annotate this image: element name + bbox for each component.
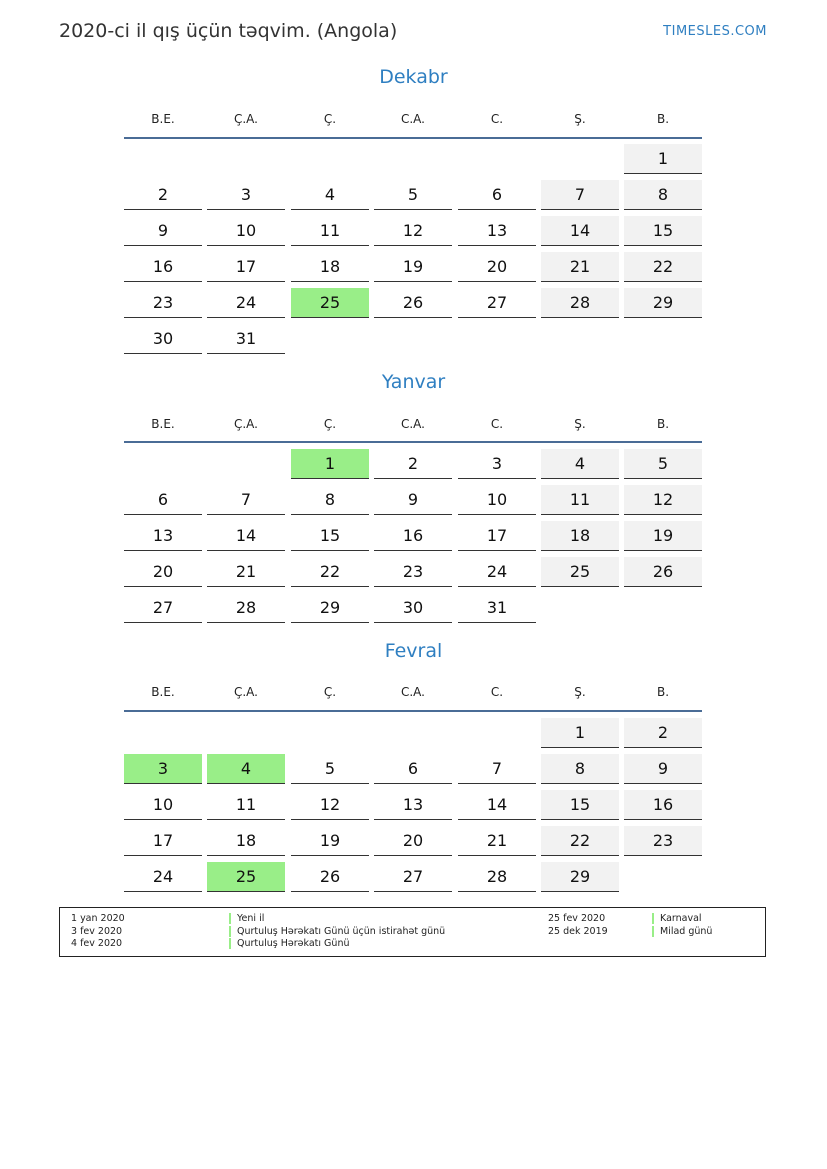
day-cell: 1: [624, 144, 702, 174]
day-cell: 19: [624, 521, 702, 551]
weekday-header: Ç.A.: [233, 685, 258, 699]
weekday-header: B.: [656, 417, 670, 431]
day-cell: 11: [541, 485, 619, 515]
day-cell: 24: [124, 862, 202, 892]
day-cell: 29: [291, 593, 369, 623]
day-cell: 22: [624, 252, 702, 282]
day-cell: 16: [624, 790, 702, 820]
weekday-header: B.E.: [151, 417, 175, 431]
day-cell: 18: [541, 521, 619, 551]
day-cell: 14: [541, 216, 619, 246]
day-cell: 25: [291, 288, 369, 318]
day-cell: 23: [624, 826, 702, 856]
day-cell: 22: [291, 557, 369, 587]
legend-date: 3 fev 2020: [71, 926, 123, 937]
legend-date: 1 yan 2020: [71, 913, 125, 924]
day-cell: 24: [207, 288, 285, 318]
day-cell: 13: [374, 790, 452, 820]
day-cell: 20: [458, 252, 536, 282]
holiday-legend: [59, 907, 766, 957]
day-cell: 26: [374, 288, 452, 318]
weekday-header: Ç.: [323, 685, 337, 699]
day-cell: 2: [124, 180, 202, 210]
legend-date: 25 fev 2020: [548, 913, 606, 924]
day-cell: 25: [207, 862, 285, 892]
day-cell: 2: [624, 718, 702, 748]
header-divider: [124, 710, 702, 712]
legend-date: 4 fev 2020: [71, 938, 123, 949]
day-cell: 21: [541, 252, 619, 282]
day-cell: 23: [374, 557, 452, 587]
day-cell: 8: [624, 180, 702, 210]
day-cell: 6: [458, 180, 536, 210]
month-title: Yanvar: [381, 371, 446, 393]
weekday-header: Ç.A.: [233, 112, 258, 126]
day-cell: 28: [541, 288, 619, 318]
day-cell: 13: [458, 216, 536, 246]
day-cell: 27: [458, 288, 536, 318]
day-cell: 17: [458, 521, 536, 551]
day-cell: 3: [207, 180, 285, 210]
day-cell: 13: [124, 521, 202, 551]
weekday-header: Ç.: [323, 112, 337, 126]
day-cell: 3: [458, 449, 536, 479]
day-cell: 11: [207, 790, 285, 820]
legend-name: Qurtuluş Hərəkatı Günü: [229, 938, 349, 949]
weekday-header: C.: [490, 112, 504, 126]
day-cell: 15: [291, 521, 369, 551]
day-cell: 24: [458, 557, 536, 587]
day-cell: 31: [207, 324, 285, 354]
weekday-header: B.E.: [151, 685, 175, 699]
weekday-header: Ş.: [574, 685, 586, 699]
day-cell: 28: [207, 593, 285, 623]
legend-name: Karnaval: [652, 913, 702, 924]
weekday-header: C.: [490, 685, 504, 699]
day-cell: 19: [291, 826, 369, 856]
legend-name: Milad günü: [652, 926, 712, 937]
weekday-header: C.: [490, 417, 504, 431]
header-divider: [124, 441, 702, 443]
legend-name: Yeni il: [229, 913, 264, 924]
weekday-header: B.E.: [151, 112, 175, 126]
brand-link[interactable]: TIMESLES.COM: [663, 24, 767, 39]
day-cell: 15: [541, 790, 619, 820]
legend-name: Qurtuluş Hərəkatı Günü üçün istirahət günü: [229, 926, 445, 937]
day-cell: 12: [374, 216, 452, 246]
day-cell: 5: [374, 180, 452, 210]
legend-date: 25 dek 2019: [548, 926, 608, 937]
day-cell: 25: [541, 557, 619, 587]
day-cell: 20: [124, 557, 202, 587]
day-cell: 30: [124, 324, 202, 354]
day-cell: 27: [124, 593, 202, 623]
day-cell: 4: [541, 449, 619, 479]
day-cell: 4: [207, 754, 285, 784]
day-cell: 26: [624, 557, 702, 587]
day-cell: 8: [541, 754, 619, 784]
day-cell: 22: [541, 826, 619, 856]
weekday-header: B.: [656, 112, 670, 126]
month-title: Fevral: [384, 640, 443, 662]
day-cell: 19: [374, 252, 452, 282]
weekday-header: B.: [656, 685, 670, 699]
day-cell: 10: [207, 216, 285, 246]
day-cell: 7: [541, 180, 619, 210]
day-cell: 18: [207, 826, 285, 856]
day-cell: 11: [291, 216, 369, 246]
day-cell: 20: [374, 826, 452, 856]
day-cell: 17: [207, 252, 285, 282]
day-cell: 18: [291, 252, 369, 282]
day-cell: 4: [291, 180, 369, 210]
weekday-header: C.A.: [400, 417, 425, 431]
day-cell: 3: [124, 754, 202, 784]
day-cell: 17: [124, 826, 202, 856]
day-cell: 10: [124, 790, 202, 820]
day-cell: 10: [458, 485, 536, 515]
day-cell: 21: [458, 826, 536, 856]
day-cell: 15: [624, 216, 702, 246]
page-title: 2020-ci il qış üçün təqvim. (Angola): [59, 20, 398, 42]
day-cell: 1: [541, 718, 619, 748]
day-cell: 9: [124, 216, 202, 246]
day-cell: 2: [374, 449, 452, 479]
day-cell: 16: [124, 252, 202, 282]
day-cell: 9: [624, 754, 702, 784]
weekday-header: Ç.: [323, 417, 337, 431]
day-cell: 29: [541, 862, 619, 892]
weekday-header: Ş.: [574, 417, 586, 431]
day-cell: 6: [124, 485, 202, 515]
day-cell: 7: [458, 754, 536, 784]
day-cell: 30: [374, 593, 452, 623]
day-cell: 5: [624, 449, 702, 479]
day-cell: 27: [374, 862, 452, 892]
day-cell: 31: [458, 593, 536, 623]
day-cell: 12: [624, 485, 702, 515]
weekday-header: C.A.: [400, 112, 425, 126]
weekday-header: Ş.: [574, 112, 586, 126]
day-cell: 28: [458, 862, 536, 892]
weekday-header: C.A.: [400, 685, 425, 699]
weekday-header: Ç.A.: [233, 417, 258, 431]
day-cell: 16: [374, 521, 452, 551]
day-cell: 9: [374, 485, 452, 515]
day-cell: 14: [458, 790, 536, 820]
day-cell: 7: [207, 485, 285, 515]
month-title: Dekabr: [379, 66, 448, 88]
day-cell: 12: [291, 790, 369, 820]
day-cell: 5: [291, 754, 369, 784]
day-cell: 8: [291, 485, 369, 515]
day-cell: 6: [374, 754, 452, 784]
day-cell: 23: [124, 288, 202, 318]
header-divider: [124, 137, 702, 139]
day-cell: 21: [207, 557, 285, 587]
day-cell: 29: [624, 288, 702, 318]
day-cell: 1: [291, 449, 369, 479]
day-cell: 14: [207, 521, 285, 551]
day-cell: 26: [291, 862, 369, 892]
